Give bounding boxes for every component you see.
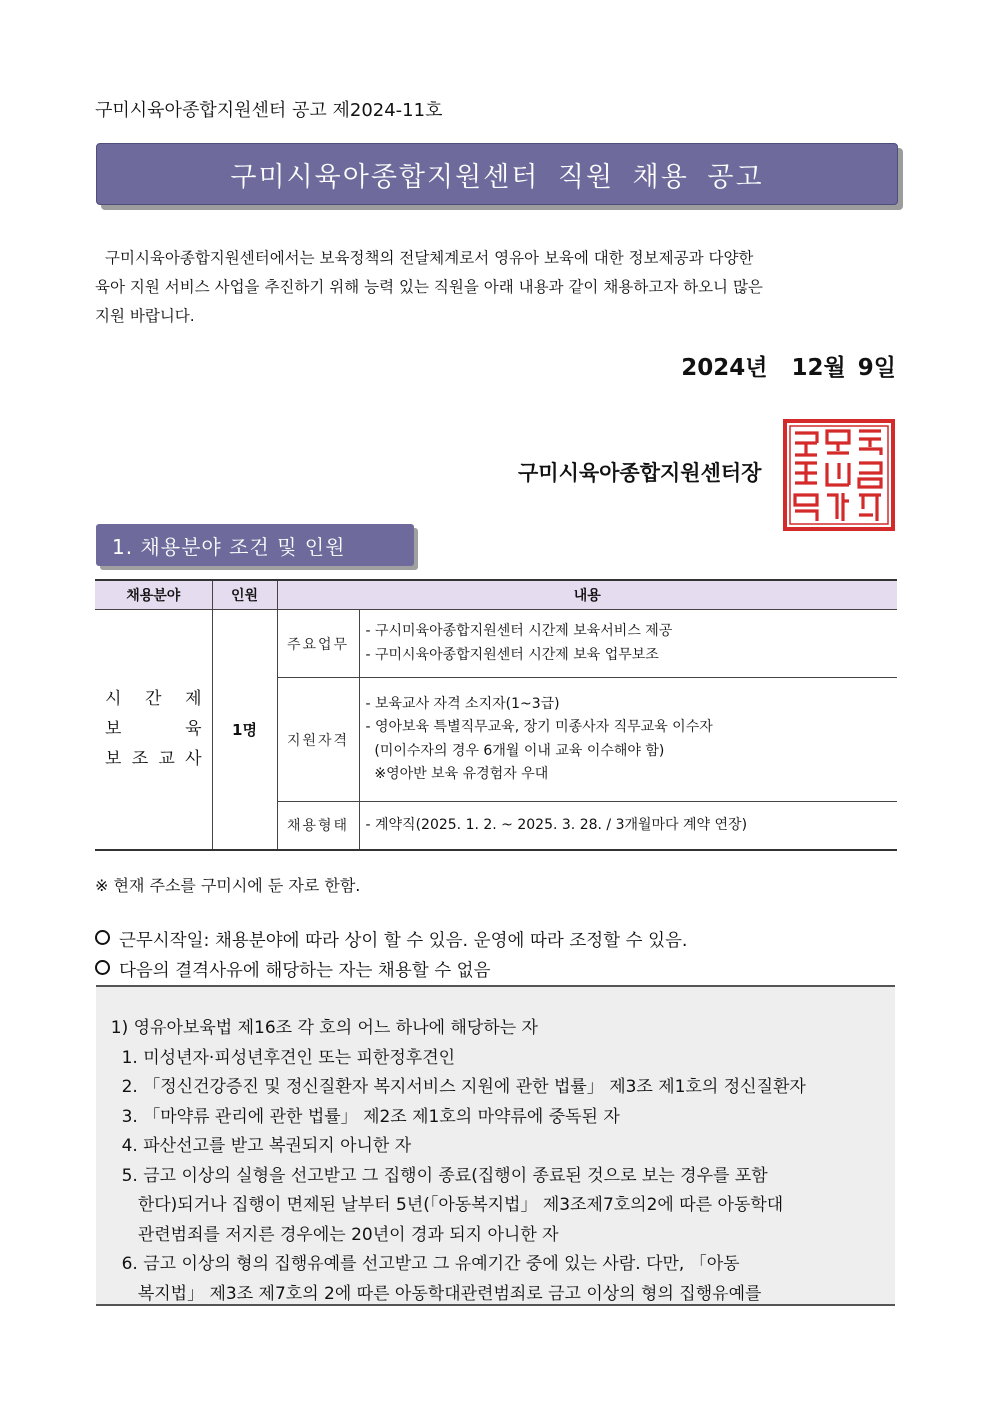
table-header-row xyxy=(95,580,897,610)
field-char: 교 xyxy=(158,749,175,770)
field-char: 사 xyxy=(185,749,202,770)
intro-line: 육아 지원 서비스 사업을 추진하기 위해 능력 있는 직원을 아래 내용과 같이 채용하고자 하오니 많은 xyxy=(95,278,763,296)
bullet-item xyxy=(95,956,687,986)
field-cell xyxy=(95,610,212,850)
bullet-text: 다음의 결격사유에 해당하는 자는 채용할 수 없음 xyxy=(119,961,491,981)
intro-line: 구미시육아종합지원센터에서는 보육정책의 전달체계로서 영유아 보육에 대한 정보제공과 다양한 xyxy=(105,249,754,267)
field-char: 간 xyxy=(145,689,162,710)
recruitment-table xyxy=(95,579,897,851)
disqualification-list xyxy=(96,1014,806,1306)
disqualification-line: 2. 「정신건강증진 및 정신질환자 복지서비스 지원에 관한 법률」 제3조 제1호의 정신질환자 xyxy=(100,1077,806,1097)
header-count: 인원 xyxy=(212,580,277,610)
intro-paragraph xyxy=(95,244,900,331)
intro-line: 지원 바랍니다. xyxy=(95,307,195,325)
disqualification-line: 복지법」 제3조 제7호의 2에 따른 아동학대관련범죄로 금고 이상의 형의 집행유예를 xyxy=(100,1283,762,1304)
header-field: 채용분야 xyxy=(95,580,212,610)
table-row xyxy=(95,610,897,678)
page-title: 구미시육아종합지원센터 직원 채용 공고 xyxy=(230,161,764,193)
field-line xyxy=(95,714,212,744)
disqualification-line: 1) 영유아보육법 제16조 각 호의 어느 하나에 해당하는 자 xyxy=(100,1018,538,1038)
official-seal xyxy=(783,419,895,531)
content-line: - 구미시육아종합지원센터 시간제 보육 업무보조 xyxy=(365,646,659,663)
field-line xyxy=(95,744,212,774)
content-line: - 보육교사 자격 소지자(1~3급) xyxy=(365,695,560,712)
disqualification-box xyxy=(96,985,895,1306)
content-line: (미이수자의 경우 6개월 이내 교육 이수해야 함) xyxy=(365,742,665,759)
header-content: 내용 xyxy=(277,580,897,610)
disqualification-line: 5. 금고 이상의 실형을 선고받고 그 집행이 종료(집행이 종료된 것으로 보는 경우를 포함 xyxy=(100,1165,768,1186)
field-char: 육 xyxy=(185,719,202,740)
row-content xyxy=(359,802,897,850)
disqualification-line: 4. 파산선고를 받고 복권되지 아니한 자 xyxy=(100,1136,412,1156)
content-line: - 구시미육아종합지원센터 시간제 보육서비스 제공 xyxy=(365,623,673,639)
bullet-item xyxy=(95,926,687,956)
field-line xyxy=(95,684,212,714)
content-line: - 계약직(2025. 1. 2. ~ 2025. 3. 28. / 3개월마다 계약 연장) xyxy=(365,816,748,833)
notice-number: 구미시육아종합지원센터 공고 제2024-11호 xyxy=(95,100,443,121)
notice-date: 2024년 12월 9일 xyxy=(681,355,896,381)
disqualification-line: 1. 미성년자·피성년후견인 또는 피한정후견인 xyxy=(100,1047,456,1068)
row-content xyxy=(359,678,897,802)
disqualification-line: 관련범죄를 저지른 경우에는 20년이 경과 되지 아니한 자 xyxy=(100,1224,559,1245)
residence-note: ※ 현재 주소를 구미시에 둔 자로 한함. xyxy=(95,876,361,895)
bullet-text: 근무시작일: 채용분야에 따라 상이 할 수 있음. 운영에 따라 조정할 수 있음. xyxy=(119,931,688,951)
bullet-list xyxy=(95,926,687,986)
section-heading xyxy=(96,524,414,566)
circle-bullet-icon xyxy=(95,930,110,945)
issuer-name: 구미시육아종합지원센터장 xyxy=(518,461,762,485)
disqualification-line: 한다)되거나 집행이 면제된 날부터 5년(「아동복지법」 제3조제7호의2에 따른 아동학대 xyxy=(100,1195,784,1215)
section-heading-text: 1. 채용분야 조건 및 인원 xyxy=(112,534,346,559)
row-content xyxy=(359,610,897,678)
row-label: 채용형태 xyxy=(277,802,359,850)
field-char: 보 xyxy=(105,749,122,770)
disqualification-line: 6. 금고 이상의 형의 집행유예를 선고받고 그 유예기간 중에 있는 사람. 다만, 「아동 xyxy=(100,1254,740,1274)
disqualification-line: 3. 「마약류 관리에 관한 법률」 제2조 제1호의 마약류에 중독된 자 xyxy=(100,1106,620,1127)
content-line: - 영아보육 특별직무교육, 장기 미종사자 직무교육 이수자 xyxy=(365,719,713,735)
title-banner xyxy=(96,143,898,205)
circle-bullet-icon xyxy=(95,960,110,975)
content-line: ※영아반 보육 유경험자 우대 xyxy=(365,766,549,782)
field-char: 보 xyxy=(105,719,122,740)
count-cell: 1명 xyxy=(212,610,277,850)
field-char: 조 xyxy=(131,749,149,770)
row-label: 지원자격 xyxy=(277,678,359,802)
field-char: 시 xyxy=(105,689,122,710)
row-label: 주요업무 xyxy=(277,610,359,678)
field-char: 제 xyxy=(185,689,202,710)
